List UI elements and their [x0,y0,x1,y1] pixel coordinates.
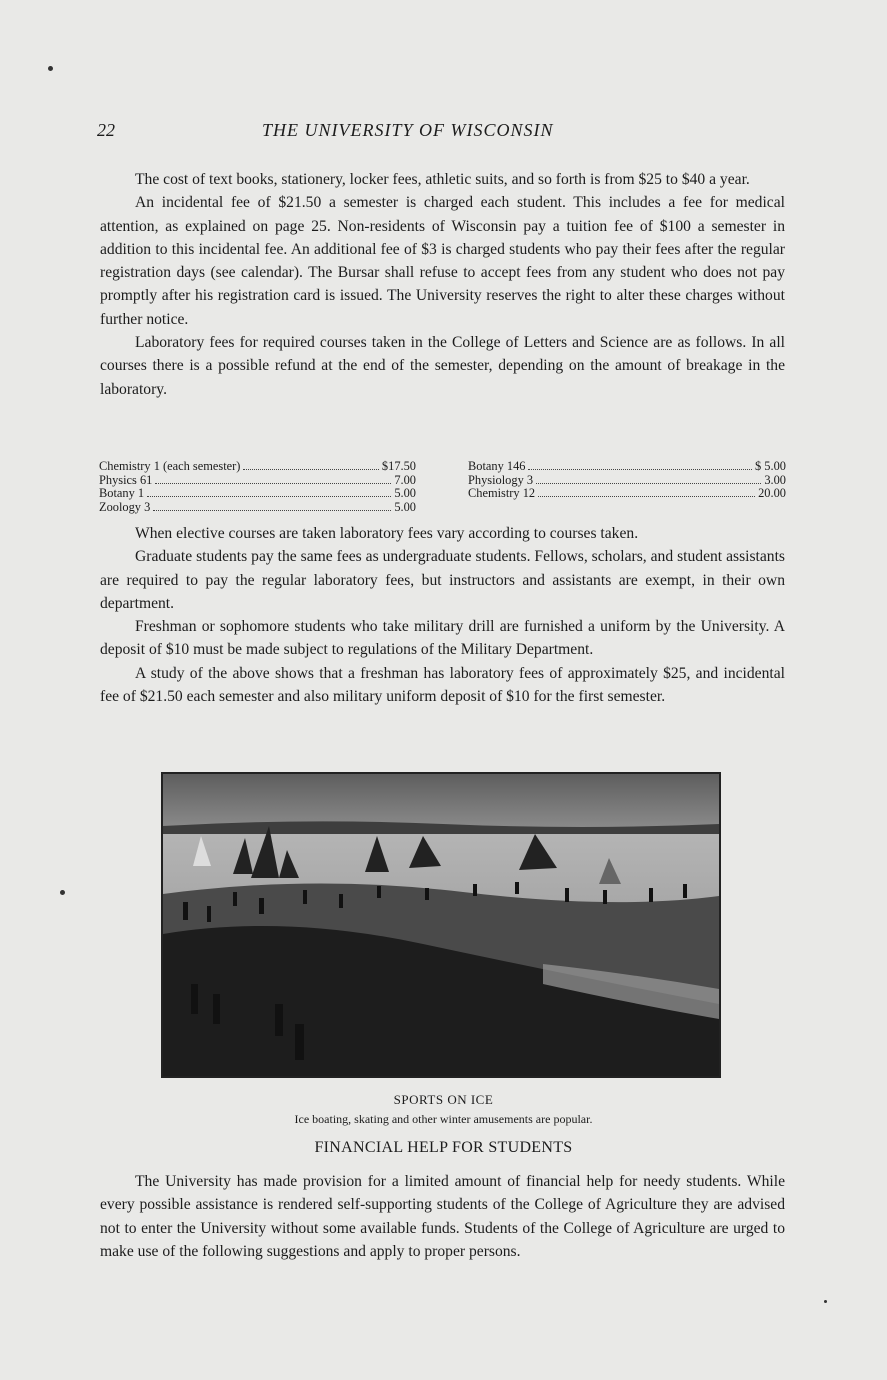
running-title: THE UNIVERSITY OF WISCONSIN [262,120,554,140]
fee-row [468,460,786,474]
fee-course: Physiology 3 [468,472,534,487]
photo-illustration [163,774,719,1076]
leader-dots [538,496,755,497]
paragraph: Graduate students pay the same fees as undergraduate students. Fellows, scholars, and student assistants are required to pay the regular laboratory fees, but instructors and assistants are exempt, in their own department. [100,548,785,612]
scan-speck [60,890,65,895]
fee-course: Botany 146 [468,459,526,473]
photo-caption-text: Ice boating, skating and other winter amusements are popular. [294,1112,593,1126]
page-header [97,120,787,146]
fee-row [99,460,416,474]
fees-intro-text [100,168,785,401]
fee-course: Botany 1 [99,486,145,500]
fee-row [99,501,416,515]
fee-row [468,487,786,501]
fee-amount: 20.00 [758,486,786,500]
fee-course: Physics 61 [99,472,153,487]
leader-dots [528,469,752,470]
sports-on-ice-photo [161,772,721,1078]
paragraph: Laboratory fees for required courses taken in the College of Letters and Science are as follows. In all courses there is a possible refund at the end of the semester, depending on the amount of breakage in the laboratory. [100,334,785,398]
paragraph: The University has made provision for a limited amount of financial help for needy students. While every possible assistance is rendered self-supporting students of the College of Agriculture they are advised not to enter the University without some available funds. Students of the College of Agriculture are urged to make use of the following suggestions and apply to proper persons. [100,1173,785,1260]
fee-row [468,474,786,488]
fee-course: Zoology 3 [99,499,151,514]
fee-column-right [468,460,786,501]
fee-course: Chemistry 1 (each semester) [99,459,241,473]
fee-amount: 7.00 [394,472,416,487]
paragraph: A study of the above shows that a freshman has laboratory fees of approximately $25, and incidental fee of $21.50 each semester and also military uniform deposit of $10 for the first semester. [100,664,785,706]
fees-detail-text [100,522,785,708]
fee-amount: $ 5.00 [755,459,786,473]
fee-amount: 5.00 [394,486,416,500]
paragraph: The cost of text books, stationery, locker fees, athletic suits, and so forth is from $25 to $40 a year. [135,171,750,188]
fee-course: Chemistry 12 [468,486,536,500]
paragraph: An incidental fee of $21.50 a semester is charged each student. This includes a fee for medical attention, as explained on page 25. Non-residents of Wisconsin pay a tuition fee of $100 a semester in addition to this incidental fee. An additional fee of $3 is charged students who pay their fees after the regular registration days (see calendar). The Bursar shall refuse to accept fees from any student who does not pay promptly after his registration card is issued. The University reserves the right to alter these charges without further notice. [100,194,785,328]
paragraph: Freshman or sophomore students who take military drill are furnished a uniform by the University. A deposit of $10 must be made subject to regulations of the Military Department. [100,618,785,659]
leader-dots [153,510,391,511]
photo-caption-title: SPORTS ON ICE [393,1092,494,1107]
financial-help-text [100,1170,785,1263]
scan-speck [824,1300,827,1303]
leader-dots [243,469,379,470]
paragraph: When elective courses are taken laboratory fees vary according to courses taken. [135,525,639,542]
scan-speck [48,66,53,71]
fee-row [99,474,416,488]
section-heading: FINANCIAL HELP FOR STUDENTS [314,1139,573,1156]
fee-column-left [99,460,416,514]
leader-dots [536,483,761,484]
fee-amount: 5.00 [394,499,416,514]
leader-dots [147,496,391,497]
fee-row [99,487,416,501]
fee-amount: $17.50 [381,459,416,473]
page-number: 22 [97,120,115,140]
leader-dots [155,483,391,484]
fee-amount: 3.00 [764,472,786,487]
